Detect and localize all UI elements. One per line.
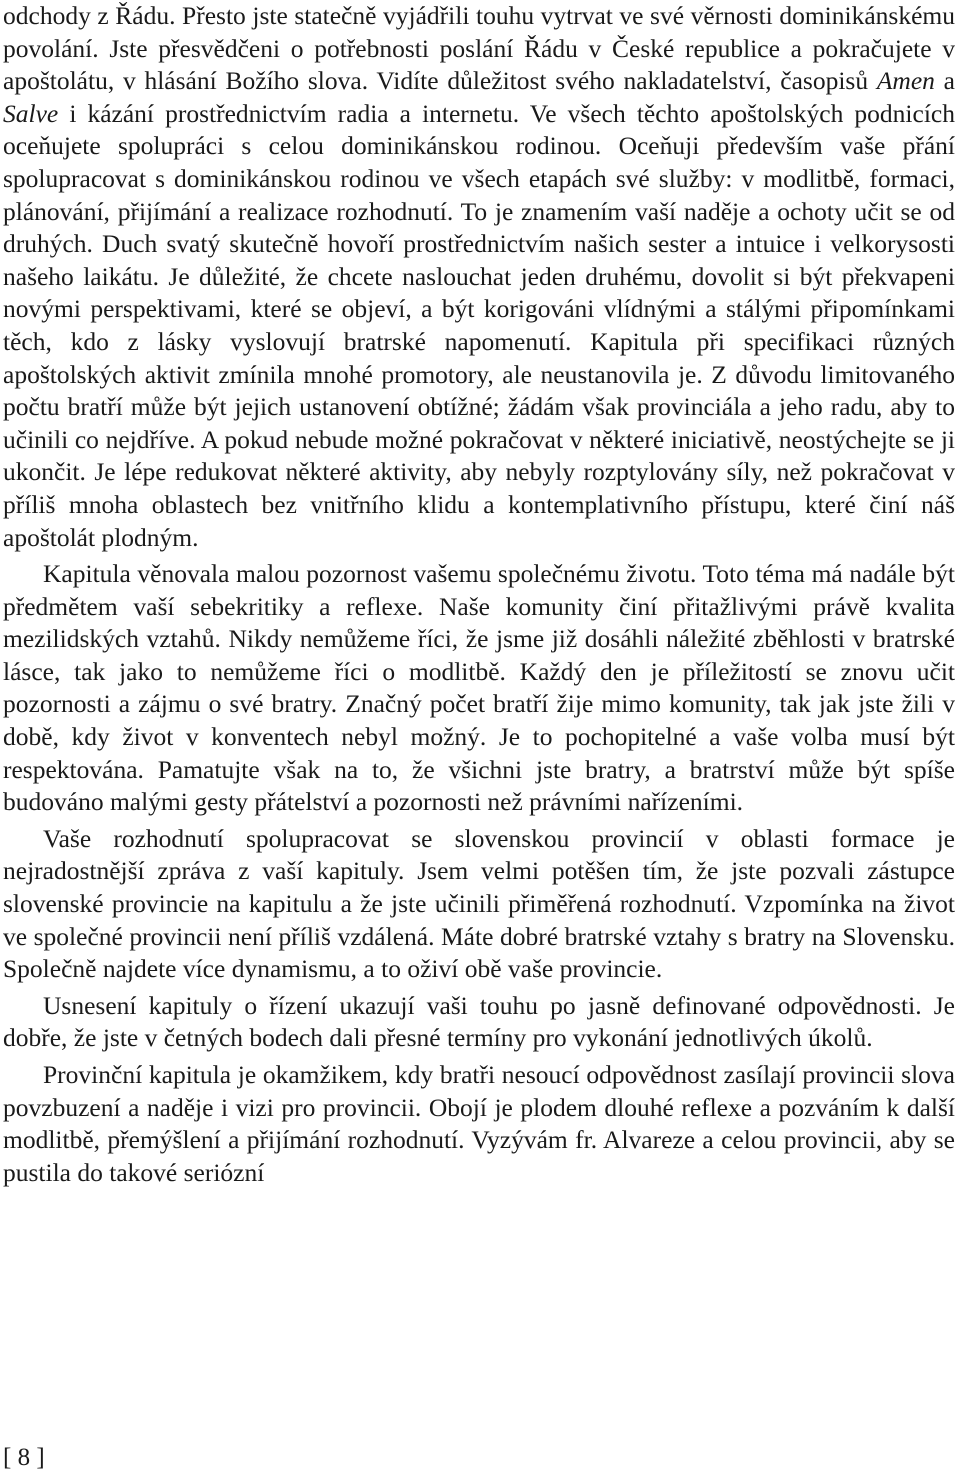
paragraph-5: Provinční kapitula je okamžikem, kdy bratři nesoucí odpovědnost zasílají provincii slova povzbuzení a naděje i vizi pro provincii. Obojí je plodem dlouhé reflexe a pozváním k další modlitbě, přemýšlení a přijímání rozhodnutí. Vyzývám fr. Alvareze a celou provincii, aby se pustila do takové seriózní xyxy=(3,1060,955,1187)
paragraph-2: Kapitula věnovala malou pozornost vašemu společnému životu. Toto téma má nadále být předmětem vaší sebekritiky a reflexe. Naše komunity činí přitažlivými právě kvalita mezilidských vztahů. Nikdy nemůžeme říci, že jsme již dosáhli náležité zběhlosti v bratrské lásce, tak jako to nemůžeme říci o modlitbě. Každý den je příležitostí se znovu učit pozornosti a zájmu o své bratry. Značný počet bratří žije mimo komunity, tak jak jste žili v době, kdy život v konventech nebyl možný. Je to pochopitelné a vaše volba musí být respektována. Pamatujte však na to, že všichni jste bratry, a bratrství může být spíše budováno malými gesty přátelství a pozornosti než právními nařízeními. xyxy=(3,559,955,817)
paragraph-1 xyxy=(3,0,955,554)
paragraph-1-part-1: odchody z Řádu. Přesto jste statečně vyjádřili touhu vytrvat ve své věrnosti dominikánskému povolání. Jste přesvědčeni o potřebnosti poslání Řádu v České republice a pokračujete v apoštolátu, v hlásání Božího slova. Vidíte důležitost svého nakladatelství, časopisů xyxy=(3,1,955,96)
paragraph-4: Usnesení kapituly o řízení ukazují vaši touhu po jasně definované odpovědnosti. Je dobře, že jste v četných bodech dali přesné termíny pro vykonání jednotlivých úkolů. xyxy=(3,990,955,1053)
page-number: [ 8 ] xyxy=(3,1444,45,1471)
paragraph-3: Vaše rozhodnutí spolupracovat se slovenskou provincií v oblasti formace je nejradostnější zpráva z vaší kapituly. Jsem velmi potěšen tím, že jste pozvali zástupce slovenské provincie na kapitulu a že jste učinili přiměřená rozhodnutí. Vzpomínka na život ve společné provincii není příliš vzdálená. Máte dobré bratrské vztahy s bratry na Slovensku. Společně najdete více dynamismu, a to oživí obě vaše provincie. xyxy=(3,823,955,984)
document-body xyxy=(3,0,955,1189)
magazine-title-amen: Amen xyxy=(876,66,935,96)
magazine-title-salve: Salve xyxy=(3,98,59,128)
paragraph-1-part-3: a xyxy=(934,66,955,96)
paragraph-1-part-5: i kázání prostřednictvím radia a internetu. Ve všech těchto apoštolských podnicích oceňujete spolupráci s celou dominikánskou rodinou. Oceňuji především vaše přání spolupracovat s dominikánskou rodinou ve všech etapách své služby: v modlitbě, formaci, plánování, přijímání a realizace rozhodnutí. To je znamením vaší naděje a ochoty učit se od druhých. Duch svatý skutečně hovoří prostřednictvím našich sester a intuice i velkorysosti našeho laikátu. Je důležité, že chcete naslouchat jeden druhému, dovolit si být překvapeni novými perspektivami, které se objeví, a být korigováni vlídnými a stálými připomínkami těch, kdo z lásky vyslovují bratrské napomenutí. Kapitula při specifikaci různých apoštolských aktivit zmínila mnohé promotory, ale neustanovila je. Z důvodu limitovaného počtu bratří může být jejich ustanovení obtížné; žádám však provinciála a jeho radu, aby to učinili co nejdříve. A pokud nebude možné pokračovat v některé iniciativě, neostýchejte se ji ukončit. Je lépe redukovat některé aktivity, aby nebyly rozptylovány síly, než pokračovat v příliš mnoha oblastech bez vnitřního klidu a kontemplativního přístupu, které činí náš apoštolát plodným. xyxy=(3,98,955,552)
